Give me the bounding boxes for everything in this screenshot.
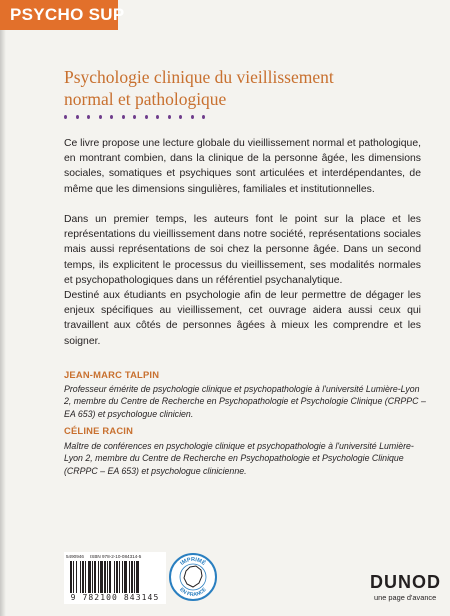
title-dotted-rule bbox=[64, 115, 214, 121]
title-dot bbox=[145, 115, 148, 119]
barcode-bar bbox=[76, 561, 77, 593]
author-bio-2: Maître de conférences en psychologie clinique et psychopathologie à l'université Lumière-Lyon 2, membre du Centre de Recherche en Psychopathologie et Psychologie Clinique (CRPPC – EA 653) et psychologue clinicienne. bbox=[64, 441, 414, 476]
title-dot bbox=[202, 115, 205, 119]
title-dot bbox=[110, 115, 113, 119]
barcode-bar bbox=[107, 561, 108, 593]
imprime-en-france-seal bbox=[168, 552, 218, 602]
barcode-bar bbox=[100, 561, 103, 593]
title-dot bbox=[122, 115, 125, 119]
barcode bbox=[64, 552, 166, 604]
barcode-bar bbox=[134, 561, 135, 593]
barcode-bar bbox=[80, 561, 81, 593]
seal-top-text: IMPRIMÉ bbox=[179, 557, 207, 567]
series-name: PSYCHO SUP bbox=[10, 5, 125, 24]
barcode-bar bbox=[109, 561, 111, 593]
title-dot bbox=[87, 115, 90, 119]
series-band bbox=[0, 0, 125, 30]
barcode-bar bbox=[114, 561, 115, 593]
barcode-digits: 9 782100 843145 bbox=[70, 593, 160, 602]
author-bio-1: Professeur émérite de psychologie clinique et psychopathologie à l'université Lumière-Lyon 2, membre du Centre de Recherche en Psychopathologie et Psychologie Clinique (CRPPC – EA 653) et psychologue clinicien. bbox=[64, 384, 426, 419]
barcode-bar bbox=[131, 561, 133, 593]
author-name-1: JEAN-MARC TALPIN bbox=[64, 369, 160, 380]
spine-shadow bbox=[0, 0, 6, 616]
title-dot bbox=[99, 115, 102, 119]
barcode-bar bbox=[92, 561, 93, 593]
title-dot bbox=[156, 115, 159, 119]
summary-paragraph-1: Ce livre propose une lecture globale du vieillissement normal et pathologique, en montrant combien, dans la clinique de la personne âgée, les dimensions sociales, somatiques et psychiques sont articulées et interdépendantes, de même que les dimensions singulières, familiales et institutionnelles. bbox=[64, 138, 421, 195]
barcode-bar bbox=[124, 561, 127, 593]
author-name-2: CÉLINE RACIN bbox=[64, 425, 134, 436]
title-dot bbox=[191, 115, 194, 119]
title-dot bbox=[179, 115, 182, 119]
barcode-bar bbox=[119, 561, 120, 593]
barcode-isbn: ISBN 978-2-10-084314-5 bbox=[90, 554, 142, 559]
barcode-bar bbox=[136, 561, 139, 593]
book-title bbox=[64, 66, 424, 110]
title-dot bbox=[76, 115, 79, 119]
barcode-bar bbox=[70, 561, 72, 593]
barcode-bar bbox=[104, 561, 106, 593]
barcode-bar bbox=[82, 561, 84, 593]
barcode-bar bbox=[98, 561, 99, 593]
barcode-bar bbox=[94, 561, 96, 593]
summary-paragraph-2: Dans un premier temps, les auteurs font le point sur la place et les représentations du vieillissement dans notre société, représentations sociales mais aussi représentations de soi chez la personne âgée. Dans un second temps, ils explicitent le processus du vieillissement, ses modalités normales et psychopathologiques dans un référentiel psychanalytique. bbox=[64, 214, 421, 286]
title-dot bbox=[64, 115, 67, 119]
barcode-bar bbox=[116, 561, 118, 593]
barcode-bar bbox=[73, 561, 74, 593]
title-dot bbox=[168, 115, 171, 119]
barcode-bar bbox=[129, 561, 130, 593]
barcode-bar bbox=[122, 561, 123, 593]
barcode-internal-code: 5490946 bbox=[66, 554, 84, 559]
publisher-logo: DUNOD bbox=[370, 572, 441, 592]
barcode-bar bbox=[85, 561, 86, 593]
barcode-bars bbox=[70, 561, 162, 593]
title-dot bbox=[133, 115, 136, 119]
book-title-line-1: Psychologie clinique du vieillissement bbox=[64, 67, 334, 87]
book-title-line-2: normal et pathologique bbox=[64, 89, 227, 109]
seal-bottom-text: EN FRANCE bbox=[178, 586, 208, 599]
summary-paragraph-3: Destiné aux étudiants en psychologie afin de leur permettre de dégager les enjeux spécifiques au vieillissement, cet ouvrage aidera aussi ceux qui travaillent aux côtés de personnes âgées à mieux les comprendre et les soigner. bbox=[64, 290, 421, 347]
barcode-bar bbox=[88, 561, 91, 593]
publisher-tagline: une page d'avance bbox=[374, 593, 437, 602]
